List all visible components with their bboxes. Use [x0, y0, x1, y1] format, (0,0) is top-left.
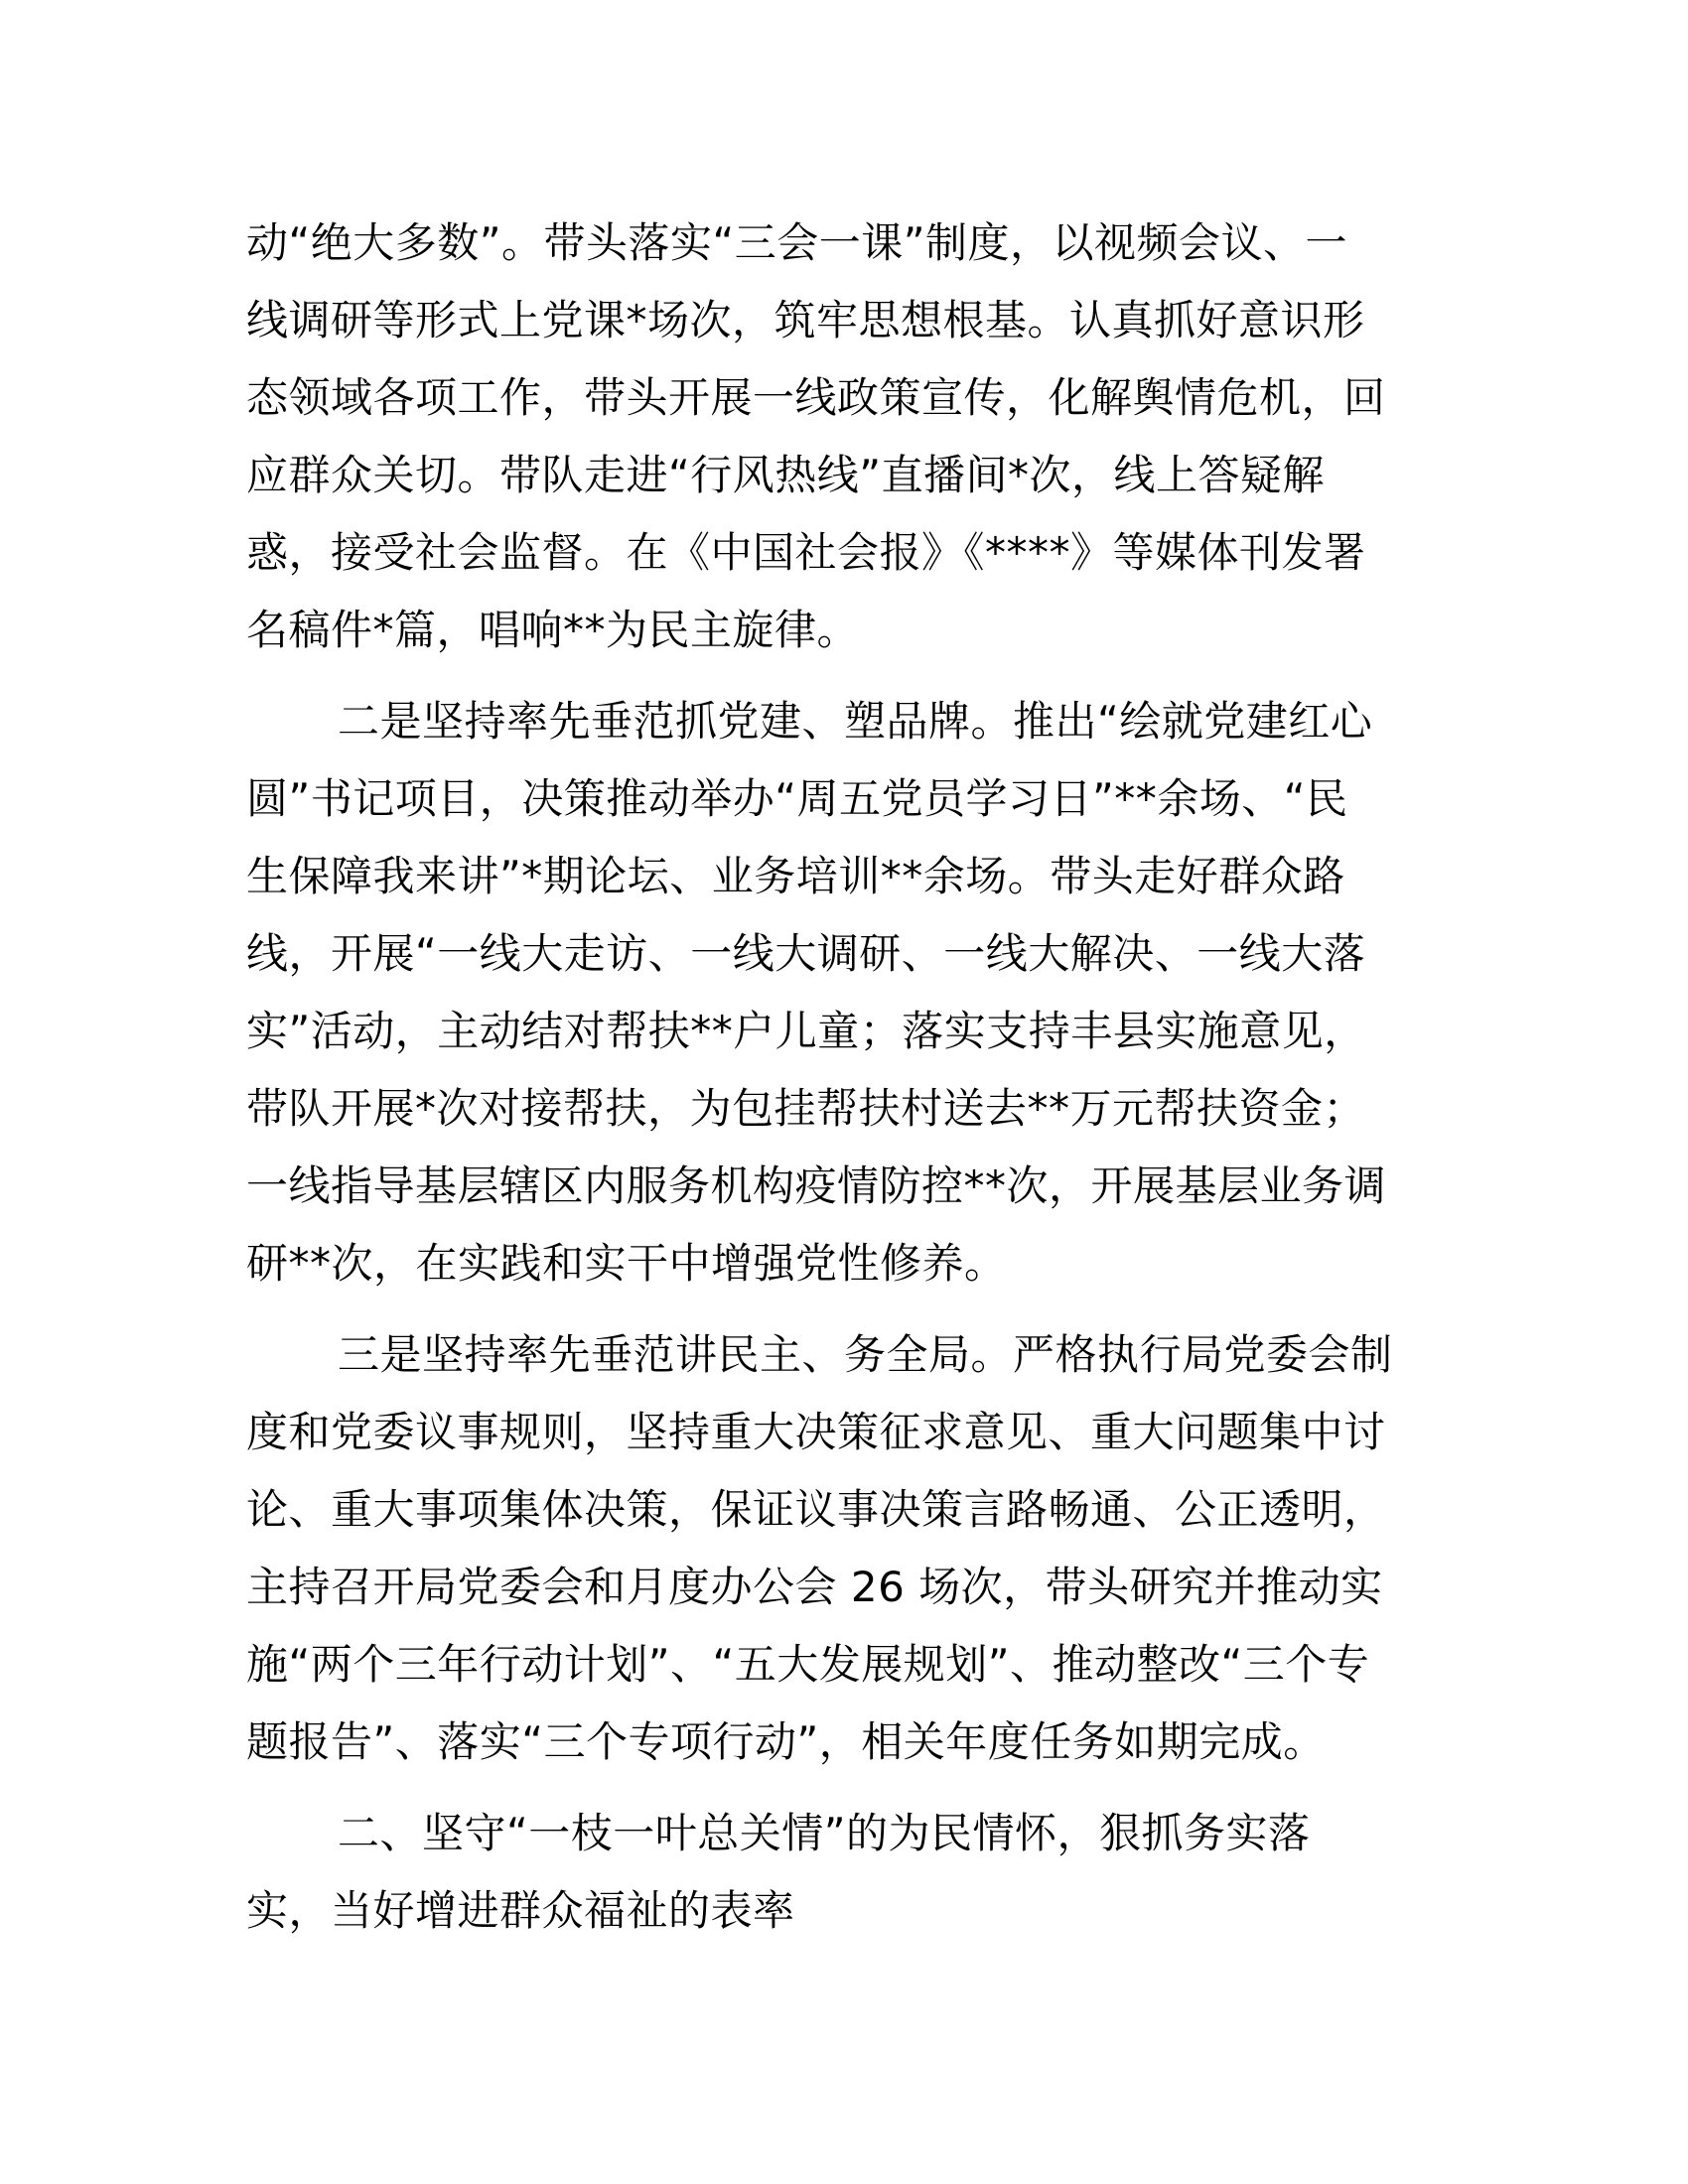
text-line: 线，开展“一线大走访、一线大调研、一线大解决、一线大落 [246, 929, 1366, 978]
text-line: 二是坚持率先垂范抓党建、塑品牌。推出“绘就党建红心 [338, 697, 1373, 746]
text-line: 应群众关切。带队走进“行风热线”直播间*次，线上答疑解 [246, 451, 1326, 499]
text-line: 施“两个三年行动计划”、“五大发展规划”、推动整改“三个专 [246, 1640, 1370, 1689]
section-heading-two [246, 1795, 1438, 1950]
text-line: 生保障我来讲”*期论坛、业务培训**余场。带头走好群众路 [246, 852, 1345, 900]
text-line: 惑，接受社会监督。在《中国社会报》《****》等媒体刊发署 [246, 528, 1366, 577]
text-line: 圆”书记项目，决策推动举办“周五党员学习日”**余场、“民 [246, 774, 1348, 823]
text-line: 线调研等形式上党课*场次，筑牢思想根基。认真抓好意识形 [246, 296, 1365, 344]
text-line: 研**次，在实践和实干中增强党性修养。 [246, 1239, 1007, 1288]
text-line: 主持召开局党委会和月度办公会 26 场次，带头研究并推动实 [246, 1563, 1383, 1611]
text-line: 一线指导基层辖区内服务机构疫情防控**次，开展基层业务调 [246, 1161, 1387, 1210]
text-line: 实，当好增进群众福祉的表率 [246, 1886, 795, 1935]
paragraph-party-building-continuation [246, 205, 1438, 669]
text-line: 论、重大事项集体决策，保证议事决策言路畅通、公正透明， [246, 1485, 1386, 1534]
paragraph-point-three [246, 1316, 1438, 1781]
text-line: 态领域各项工作，带头开展一线政策宣传，化解舆情危机，回 [246, 373, 1386, 422]
text-line: 实”活动，主动结对帮扶**户儿童；落实支持丰县实施意见， [246, 1007, 1366, 1055]
text-line: 三是坚持率先垂范讲民主、务全局。严格执行局党委会制 [338, 1330, 1393, 1379]
text-line: 名稿件*篇，唱响**为民主旋律。 [246, 606, 860, 654]
text-line: 带队开展*次对接帮扶，为包挂帮扶村送去**万元帮扶资金； [246, 1084, 1366, 1133]
body-text [246, 205, 1438, 1950]
paragraph-point-two [246, 683, 1438, 1302]
text-line: 二、坚守“一枝一叶总关情”的为民情怀，狠抓务实落 [338, 1809, 1311, 1857]
text-line: 度和党委议事规则，坚持重大决策征求意见、重大问题集中讨 [246, 1408, 1386, 1456]
text-line: 动“绝大多数”。带头落实“三会一课”制度，以视频会议、一 [246, 218, 1348, 267]
text-line: 题报告”、落实“三个专项行动”，相关年度任务如期完成。 [246, 1717, 1326, 1766]
